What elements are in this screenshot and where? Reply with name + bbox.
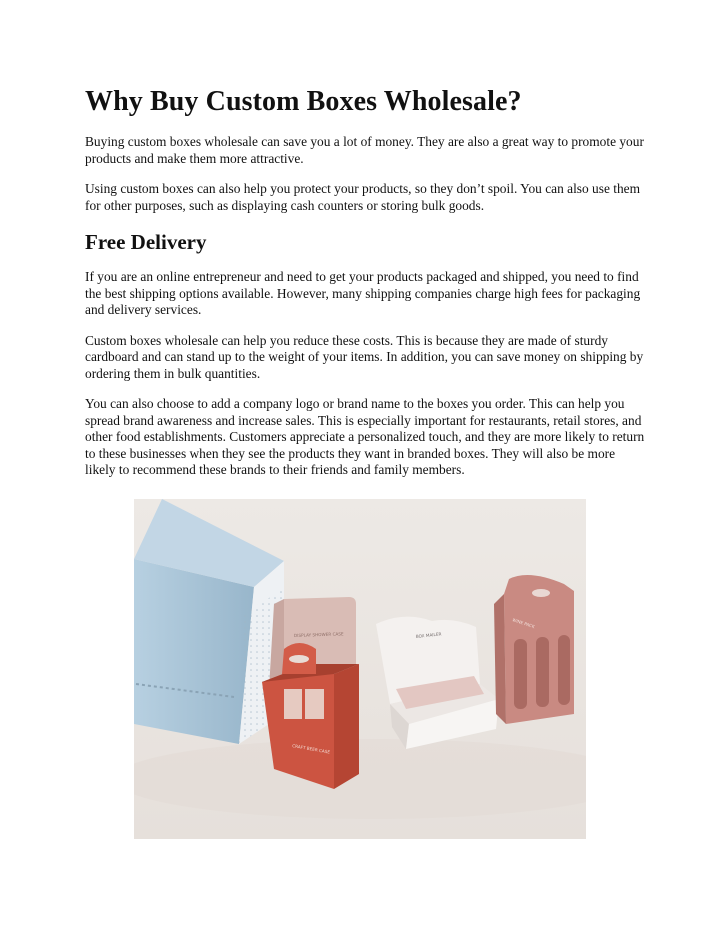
section-paragraph: If you are an online entrepreneur and need to get your products packaged and shipped, you need to find the best shipping options available. However, many shipping companies charge high fees for packaging and delivery services. — [85, 269, 641, 317]
product-photo — [134, 499, 586, 839]
intro-paragraph: Buying custom boxes wholesale can save you a lot of money. They are also a great way to promote your products and make them more attractive. — [85, 134, 644, 166]
carrier-box-label: CRAFT BEER CASE — [291, 743, 331, 755]
intro-paragraph: Using custom boxes can also help you protect your products, so they don’t spoil. You can also use them for other purposes, such as displaying cash counters or storing bulk goods. — [85, 181, 641, 213]
article-title: Why Buy Custom Boxes Wholesale? — [85, 86, 522, 117]
wine-box-label: WINE PACK — [511, 617, 536, 630]
section-heading: Free Delivery — [85, 230, 207, 254]
boxes-illustration — [134, 499, 586, 839]
wine-pack-box — [494, 575, 574, 724]
display-box-label: DISPLAY SHOWER CASE — [293, 631, 344, 638]
mailer-box-label: BOX MAILER — [415, 631, 442, 639]
section-paragraph: Custom boxes wholesale can help you reduce these costs. This is because they are made of sturdy cardboard and can stand up to the weight of your items. In addition, you can save money on shipping by ordering them in bulk quantities. — [85, 332, 644, 381]
document-page — [85, 82, 645, 479]
section-paragraph: You can also choose to add a company logo or brand name to the boxes you order. This can help you spread brand awareness and increase sales. This is especially important for restaurants, retail stores, and other food establishments. Customers appreciate a personalized touch, and they are more likely to return to these businesses when they see the products they want in branded boxes. They will also be more likely to recommend these brands to their friends and family members. — [85, 396, 645, 477]
